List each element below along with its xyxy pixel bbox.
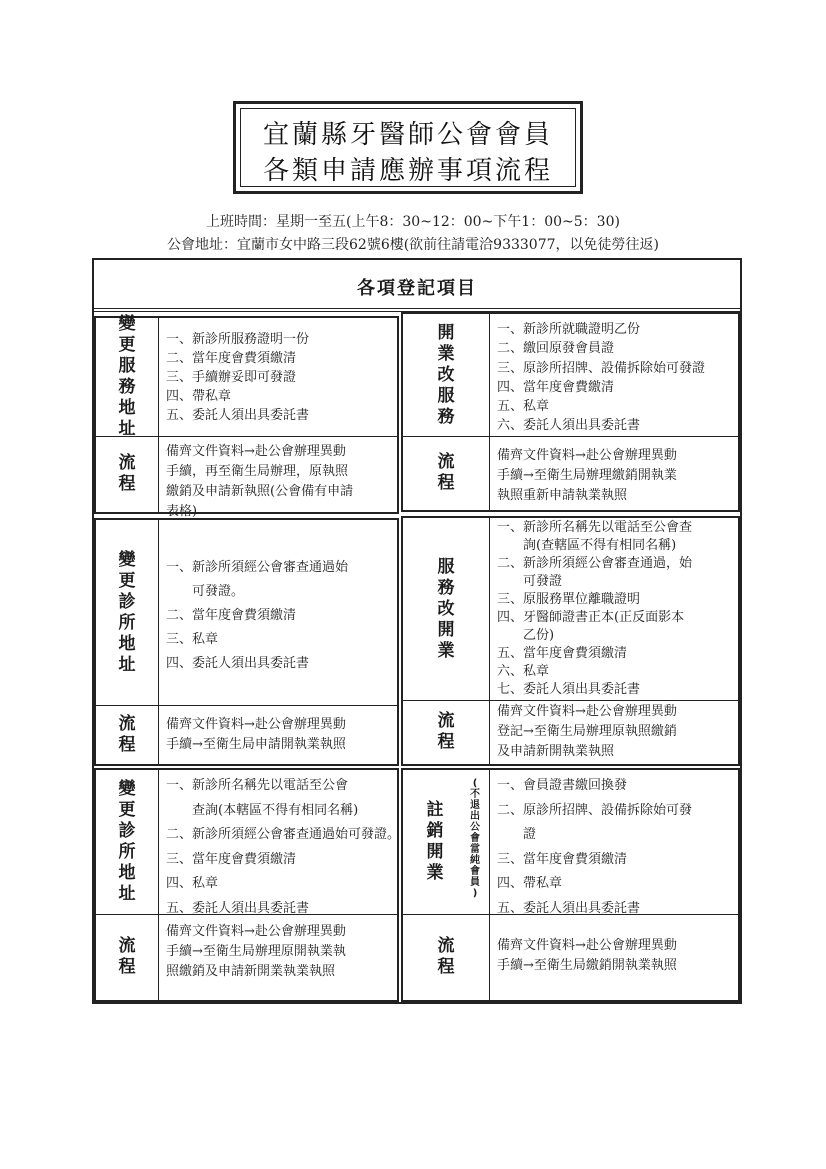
flow-line: 備齊文件資料→赴公會辦理異動 — [497, 938, 677, 953]
section-box — [401, 516, 740, 766]
list-item: 五、私章 — [497, 399, 550, 415]
list-item: 可發證。 — [192, 584, 245, 599]
flow-line: 手續→至衛生局繳銷開執業執照 — [497, 958, 677, 973]
flow-line: 登記→至衛生局辦理原執照繳銷 — [497, 724, 677, 739]
list-item: 三、原診所招牌、設備拆除始可發證 — [497, 360, 706, 376]
section-box — [94, 768, 399, 1002]
list-item: 七、委託人須出具委託書 — [497, 682, 641, 697]
section-note: ( 不 退 出 公 會 當 純 會 員 ) — [470, 778, 480, 899]
flow-line: 繳銷及申請新執照(公會備有申請 — [166, 484, 354, 499]
list-item: 二、新診所須經公會審查通過，始 — [497, 556, 693, 571]
flow-line: 備齊文件資料→赴公會辦理異動 — [166, 717, 346, 732]
flow-label: 流 程 — [118, 936, 136, 977]
label-divider — [158, 770, 159, 1000]
flow-text — [166, 715, 346, 755]
list-item: 六、委託人須出具委託書 — [497, 418, 641, 434]
requirement-list — [497, 774, 692, 921]
label-divider — [489, 770, 490, 1000]
list-item: 四、委託人須出具委託書 — [166, 656, 310, 671]
flow-text — [497, 702, 677, 762]
list-item: 五、委託人須出具委託書 — [166, 408, 310, 423]
list-item: 一、新診所須經公會審查通過始 — [166, 560, 349, 575]
list-item: 四、帶私章 — [166, 389, 232, 404]
flow-label: 流 程 — [437, 711, 455, 752]
section-label: 服 務 改 開 業 — [437, 556, 455, 661]
list-item: 一、新診所服務證明一份 — [166, 332, 310, 347]
list-item: 查詢(本轄區不得有相同名稱) — [192, 802, 359, 818]
flow-text — [166, 442, 353, 522]
office-address: 公會地址：宜蘭市女中路三段62號6樓(欲前往請電洽9333077，以免徒勞往返) — [167, 237, 659, 253]
list-item: 二、新診所須經公會審查通過始可發證。 — [166, 827, 401, 842]
requirement-list — [166, 556, 348, 676]
list-item: 六、私章 — [497, 664, 550, 679]
list-item: 五、當年度會費須繳清 — [497, 646, 628, 661]
flow-line: 執照重新申請執業執照 — [497, 488, 628, 503]
section-label: 變 更 診 所 地 址 — [118, 779, 136, 904]
section-label: 註 銷 開 業 — [426, 800, 444, 883]
table-header — [94, 260, 740, 312]
flow-text — [497, 446, 677, 506]
list-item: 二、當年度會費須繳清 — [166, 608, 297, 623]
list-item: 五、委託人須出具委託書 — [166, 900, 310, 916]
label-divider — [158, 520, 159, 764]
flow-line: 備齊文件資料→赴公會辦理異動 — [497, 448, 677, 463]
label-divider — [489, 518, 490, 764]
table-header-text: 各項登記項目 — [357, 278, 477, 299]
list-item: 三、私章 — [166, 632, 219, 647]
flow-line: 備齊文件資料→赴公會辦理異動 — [166, 444, 346, 459]
requirement-list — [166, 330, 309, 425]
list-item: 一、新診所名稱先以電話至公會 — [166, 778, 349, 793]
flow-label: 流 程 — [118, 713, 136, 755]
list-item: 四、私章 — [166, 876, 219, 891]
flow-label: 流 程 — [118, 453, 136, 494]
flow-line: 照繳銷及申請新開業執業執照 — [166, 964, 336, 979]
flow-line: 手續，再至衛生局辦理，原執照 — [166, 464, 349, 479]
list-item: 三、當年度會費須繳清 — [497, 851, 628, 867]
list-item: 三、手續辦妥即可發證 — [166, 370, 297, 385]
document-title-box — [233, 101, 583, 194]
flow-line: 表格) — [166, 504, 198, 519]
flow-line: 手續→至衛生局辦理繳銷開執業 — [497, 468, 677, 483]
section-box — [401, 312, 740, 512]
section-box — [94, 518, 399, 766]
flow-label: 流 程 — [437, 452, 455, 493]
flow-line: 手續→至衛生局申請開執業執照 — [166, 737, 346, 752]
list-item: 五、委託人須出具委託書 — [497, 900, 641, 916]
list-item: 一、新診所就職證明乙份 — [497, 322, 641, 337]
list-item: 一、新診所名稱先以電話至公會查 — [497, 520, 693, 535]
label-divider — [158, 318, 159, 512]
flow-line: 備齊文件資料→赴公會辦理異動 — [166, 924, 346, 939]
list-item: 三、當年度會費須繳清 — [166, 851, 297, 867]
list-item: 詢(查轄區不得有相同名稱) — [523, 538, 677, 553]
section-label: 變 更 服 務 地 址 — [118, 314, 136, 439]
list-item: 證 — [523, 827, 537, 842]
flow-label: 流 程 — [437, 936, 455, 977]
requirement-list — [166, 774, 400, 921]
flow-text — [497, 936, 677, 976]
list-item: 二、當年度會費須繳清 — [166, 351, 297, 366]
list-item: 四、帶私章 — [497, 876, 563, 891]
section-label: 變 更 診 所 地 址 — [118, 549, 136, 675]
section-label: 開 業 改 服 務 — [437, 322, 455, 427]
flow-text — [166, 922, 346, 982]
title-line-2: 各類申請應辦事項流程 — [262, 156, 553, 186]
section-box — [94, 314, 399, 519]
list-item: 二、繳回原發會員證 — [497, 341, 615, 357]
list-item: 二、原診所招牌、設備拆除始可發 — [497, 802, 693, 818]
list-item: 可發證 — [523, 574, 563, 589]
list-item: 四、當年度會費繳清 — [497, 379, 615, 395]
list-item: 一、會員證書繳回換發 — [497, 778, 628, 793]
list-item: 四、牙醫師證書正本(正反面影本 — [497, 610, 685, 625]
requirement-list — [497, 320, 705, 436]
flow-line: 備齊文件資料→赴公會辦理異動 — [497, 704, 677, 719]
flow-line: 及申請新開執業執照 — [497, 744, 615, 759]
flow-line: 手續→至衛生局辦理原開執業執 — [166, 944, 346, 959]
section-box — [401, 768, 740, 1002]
list-item: 三、原服務單位離職證明 — [497, 592, 641, 607]
title-line-1: 宜蘭縣牙醫師公會會員 — [262, 120, 553, 150]
list-item: 乙份) — [523, 628, 555, 643]
office-hours: 上班時間：星期一至五(上午8：30~12：00~下午1：00~5：30) — [206, 214, 620, 230]
label-divider — [489, 314, 490, 510]
requirement-list — [497, 519, 692, 699]
